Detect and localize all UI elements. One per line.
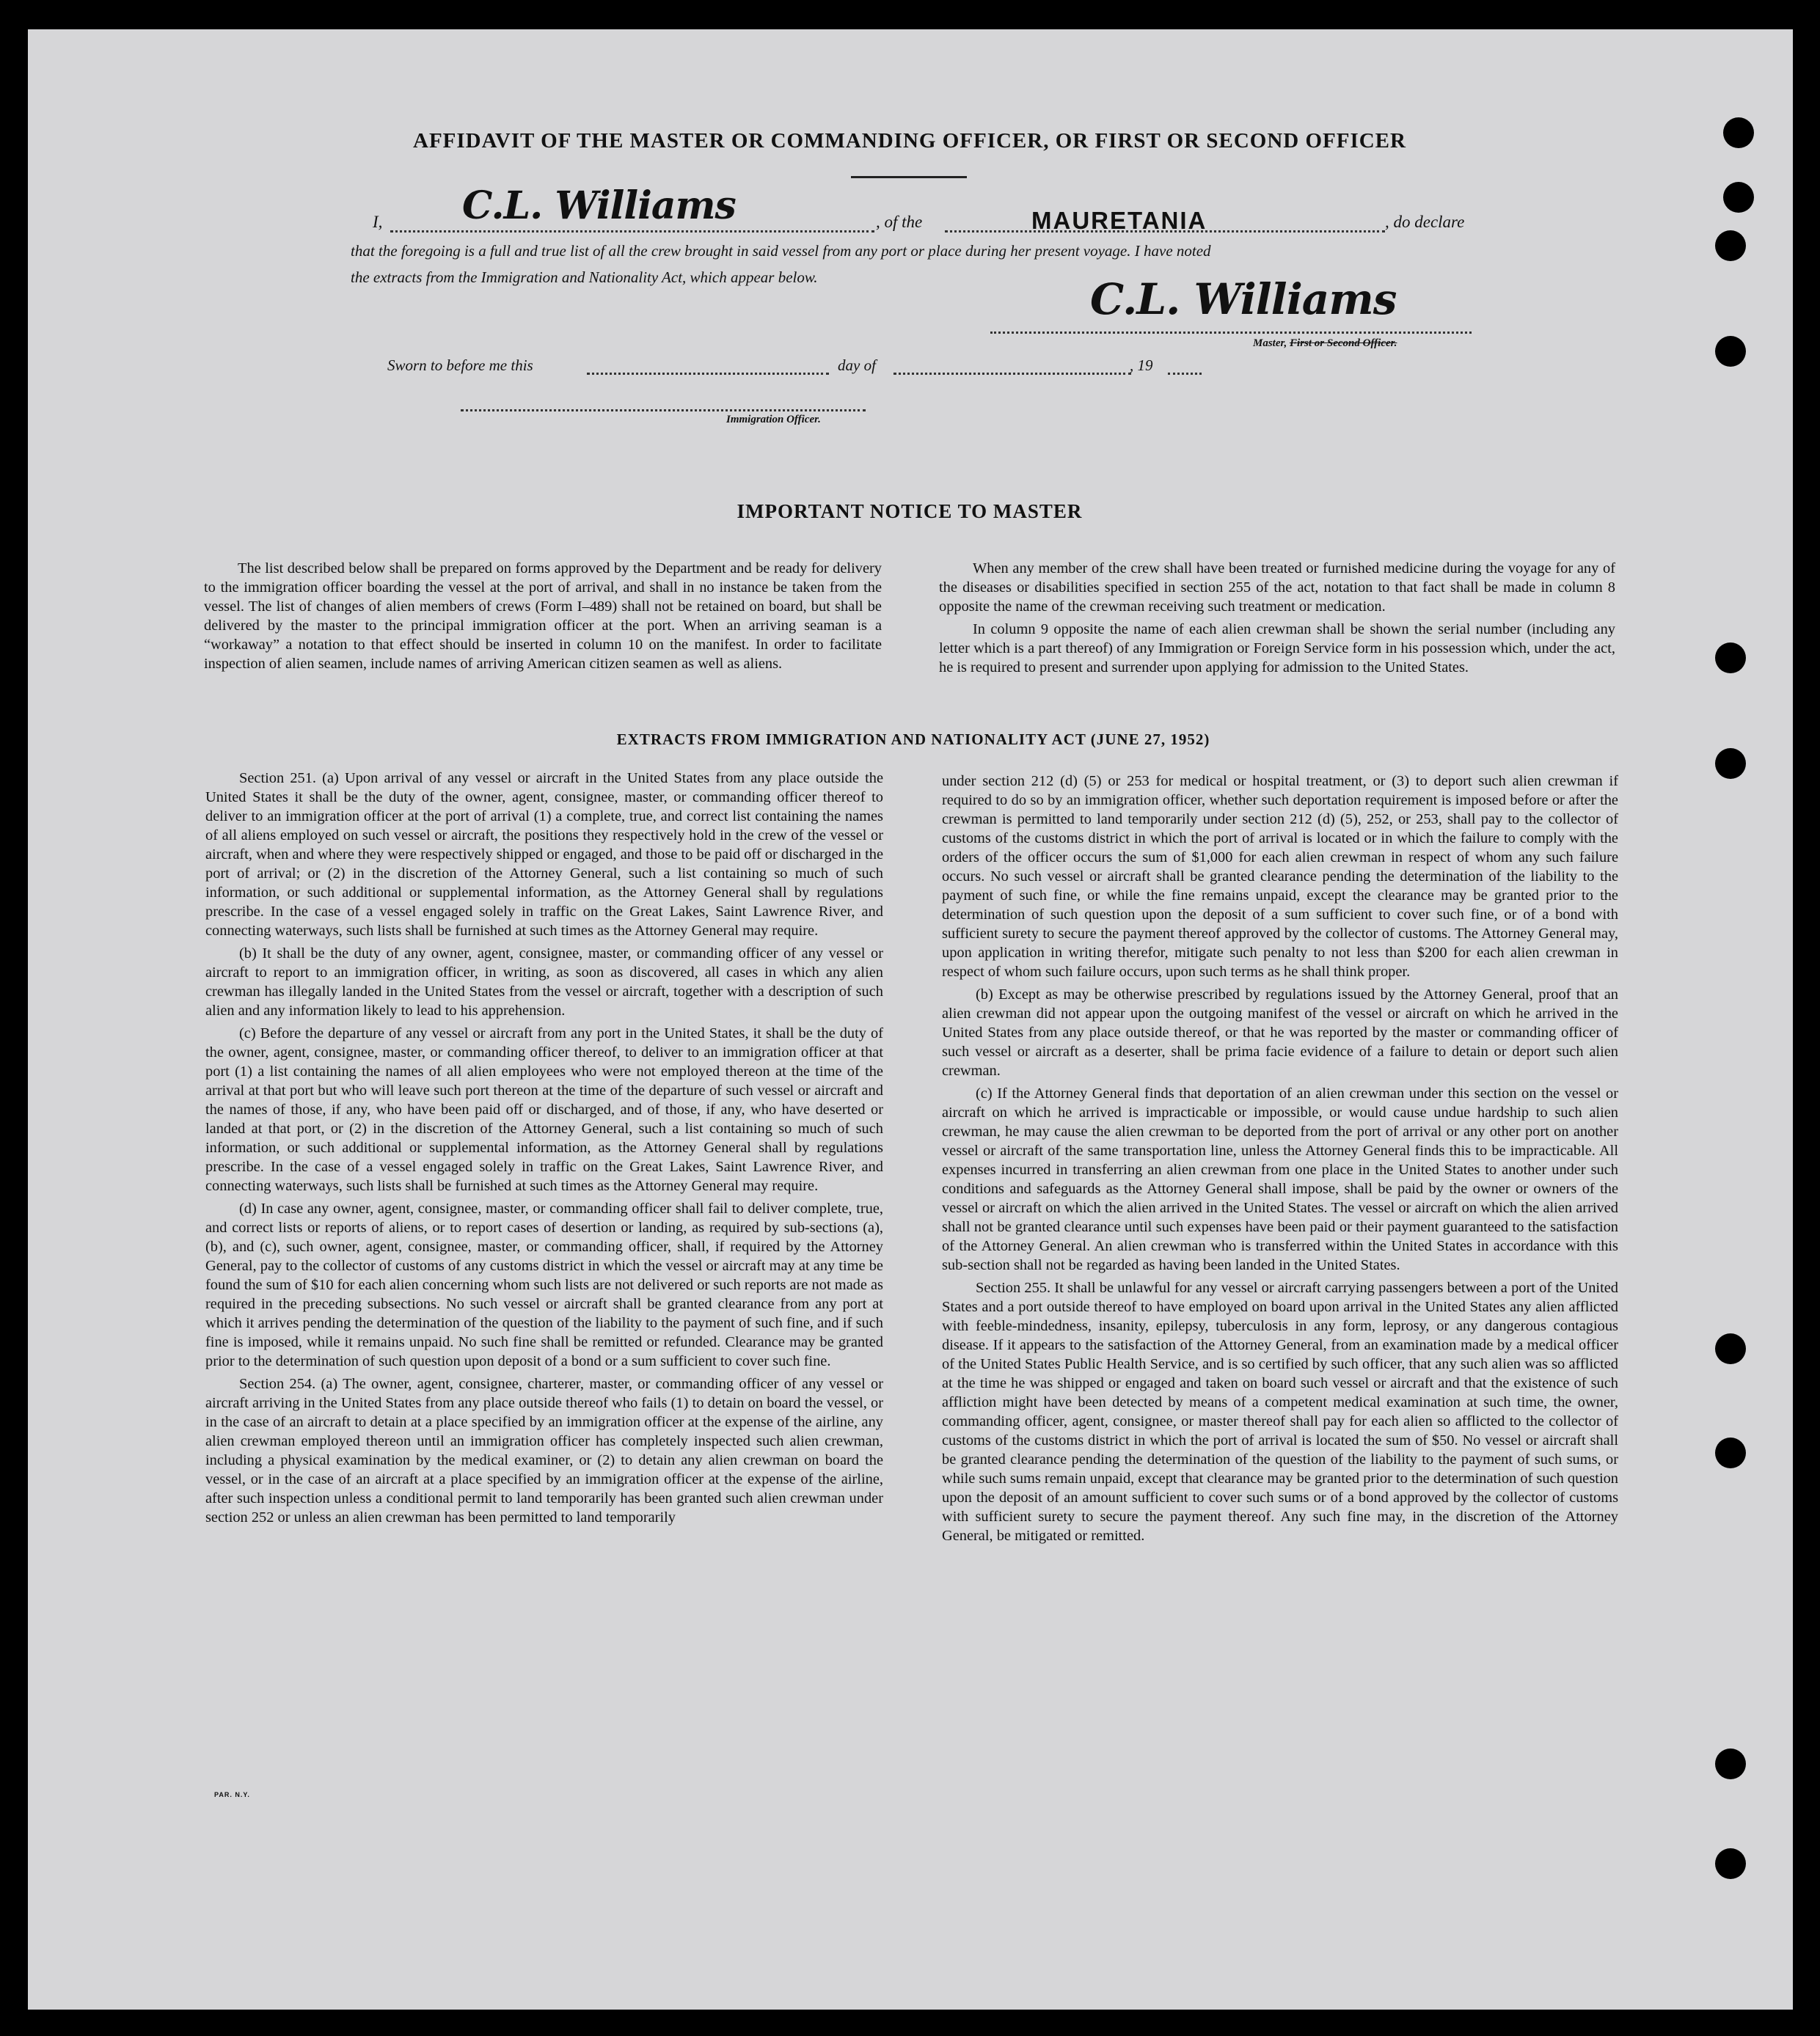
role-master: Master,: [1253, 337, 1287, 349]
affidavit-title: AFFIDAVIT OF THE MASTER OR COMMANDING OFFICER, OR FIRST OR SECOND OFFICER: [413, 129, 1406, 153]
vessel-name: MAURETANIA: [1031, 207, 1207, 234]
signature-line: [990, 332, 1472, 334]
signer-role: [1253, 337, 1397, 350]
binder-hole: [1715, 1748, 1746, 1779]
statute-paragraph: under section 212 (d) (5) or 253 for medical or hospital treatment, or (3) to deport such alien crewman if required to do so by an immigration officer, whether such deportation requirement is imposed before or after the crewman is permitted to land temporarily under section 212 (d) (5), 252, or 253, shall pay to the collector of customs of the customs district in which the port of arrival is located or in which the failure to comply with the orders of the officer occurs the sum of $1,000 for each alien crewman in respect of whom any such failure occurs. No such vessel or aircraft shall be granted clearance pending the determination of the liability to the payment of such fine, or while the fine remains unpaid, except the clearance may be granted prior to the determination of such question upon the deposit of a sum sufficient to cover such fine, or of a bond with sufficient surety to secure the payment thereof approved by the collector of customs. The Attorney General may, upon application in writing therefor, mitigate such penalty to not less than $200 for each alien crewman in respect of whom such failure occurs, upon such terms as he shall think proper.: [942, 773, 1618, 980]
do-declare-label: , do declare: [1385, 213, 1465, 231]
sworn-label: Sworn to before me this: [387, 356, 533, 374]
binder-hole: [1715, 1438, 1746, 1468]
extracts-left-column: [205, 769, 883, 1531]
extracts-right-column: [942, 772, 1618, 1549]
statute-paragraph: (b) It shall be the duty of any owner, agent, consignee, master, or commanding officer of any vessel or aircraft to report to an immigration officer, in writing, as soon as discovered, all cases in which any alien crewman has illegally landed in the United States from the vessel or aircraft, together with a description of such alien and any information likely to lead to his apprehension.: [205, 945, 883, 1019]
notice-paragraph: In column 9 opposite the name of each alien crewman shall be shown the serial number (including any letter which is a part thereof) of any Immigration or Foreign Service form in his possession which, under the act, he is required to present and surrender upon applying for admission to the United States.: [939, 621, 1615, 675]
statute-paragraph: Section 251. (a) Upon arrival of any vessel or aircraft in the United States from any place outside the United States it shall be the duty of the owner, agent, consignee, master, or commanding officer thereof to deliver to an immigration officer at the port of arrival (1) a complete, true, and correct list containing the names of all aliens employed on such vessel or aircraft, the positions they respectively hold in the crew of the vessel or aircraft, when and where they were respectively shipped or engaged, and those to be paid off or discharged in the port of arrival; or (2) in the discretion of the Attorney General, such a list containing so much of such information, or such additional or supplemental information, as the Attorney General shall by regulations prescribe. In the case of a vessel engaged solely in traffic on the Great Lakes, Saint Lawrence River, and connecting waterways, such lists shall be furnished at such times as the Attorney General may require.: [205, 770, 883, 939]
of-the-label: , of the: [876, 213, 923, 231]
sworn-day-line: [587, 373, 829, 375]
statute-paragraph: Section 254. (a) The owner, agent, consignee, charterer, master, or commanding officer of any vessel or aircraft arriving in the United States from any place outside thereof who fails (1) to detain on board the vessel, or in the case of an aircraft to detain at a place specified by an immigration officer at the expense of the airline, any alien crewman employed thereon until an immigration officer has completely inspected such alien crewman, including a physical examination by the medical examiner, or (2) to detain any alien crewman on board the vessel, or in the case of an aircraft at a place specified by an immigration officer at the expense of the airline, after such inspection unless a conditional permit to land temporarily has been granted such alien crewman under section 252 or unless an alien crewman has been permitted to land temporarily: [205, 1376, 883, 1526]
sworn-year-line: [1168, 373, 1202, 375]
printer-mark: PAR. N.Y.: [214, 1791, 250, 1798]
immigration-officer-label: Immigration Officer.: [726, 414, 821, 425]
binder-hole: [1723, 182, 1754, 213]
signer-name-line: [390, 230, 874, 232]
statement-line-2: the extracts from the Immigration and Nationality Act, which appear below.: [351, 268, 818, 286]
extracts-title: EXTRACTS FROM IMMIGRATION AND NATIONALITY ACT (JUNE 27, 1952): [616, 730, 1210, 748]
statute-paragraph: Section 255. It shall be unlawful for any vessel or aircraft carrying passengers between a port of the United States and a port outside thereof to have employed on board upon arrival in the United States any alien afflicted with feeble-mindedness, insanity, epilepsy, tuberculosis in any form, leprosy, or any dangerous contagious disease. If it appears to the satisfaction of the Attorney General, from an examination made by a medical officer of the United States Public Health Service, and is so certified by such officer, that any such alien was so afflicted at the time he was shipped or engaged and taken on board such vessel or aircraft and that the existence of such affliction might have been detected by means of a competent medical examination at such time, the owner, commanding officer, agent, consignee, or master thereof shall pay for each alien so afflicted to the collector of customs of the customs district in which the port of arrival is located the sum of $50. No vessel or aircraft shall be granted clearance pending the determination of the question of the liability to the payment of such sums, or while such sums remain unpaid, except that clearance may be granted prior to the determination of such question upon the deposit of an amount sufficient to cover such sums or of a bond approved by the collector of customs with sufficient surety to secure the payment thereof. Any such fine may, in the discretion of the Attorney General, be mitigated or remitted.: [942, 1280, 1618, 1544]
year-prefix: , 19: [1130, 356, 1153, 374]
statute-paragraph: (c) If the Attorney General finds that deportation of an alien crewman under this section on the vessel or aircraft on which he arrived is impracticable or impossible, or would cause undue hardship to such alien crewman, he may cause the alien crewman to be deported from the port of arrival or any other port on another vessel or aircraft of the same transportation line, unless the Attorney General finds this to be impracticable. All expenses incurred in transferring an alien crewman from one place in the United States to another under such conditions and safeguards as the Attorney General shall impose, shall be paid by the owner or owners of the vessel or aircraft on which the alien arrived in the United States. The vessel or aircraft on which the alien arrived shall not be granted clearance until such expenses have been paid or their payment guaranteed to the satisfaction of the Attorney General. An alien crewman who is transferred within the United States in accordance with this sub-section shall not be regarded as having been landed in the United States.: [942, 1085, 1618, 1273]
notice-paragraph: The list described below shall be prepared on forms approved by the Department and be ready for delivery to the immigration officer boarding the vessel at the port of arrival, and shall in no instance be taken from the vessel. The list of changes of alien members of crews (Form I–489) shall not be retained on board, but shall be delivered by the master to the principal immigration officer at the port. When an arriving seaman is a “workaway” a notation to that effect should be inserted in column 10 on the manifest. In order to facilitate inspection of alien seamen, include names of arriving American citizen seamen as well as aliens.: [204, 560, 882, 672]
statute-paragraph: (d) In case any owner, agent, consignee, master, or commanding officer shall fail to deliver complete, true, and correct lists or reports of aliens, or to report cases of desertion or landing, as required by sub-sections (a), (b), and (c), such owner, agent, consignee, master, or commanding officer, shall, if required by the Attorney General, pay to the collector of customs of any customs district in which the vessel or aircraft may at any time be found the sum of $10 for each alien concerning whom such lists are not delivered or such reports are not made as required in the preceding subsections. No such vessel or aircraft shall be granted clearance from any port at which it arrives pending the determination of the question of the liability to the payment of such fine, and if such fine is imposed, while it remains unpaid. No such fine shall be remitted or refunded. Clearance may be granted prior to the determination of such question upon deposit of a bond or a sum sufficient to cover such fine.: [205, 1201, 883, 1369]
notice-title: IMPORTANT NOTICE TO MASTER: [737, 500, 1083, 522]
binder-hole: [1715, 748, 1746, 779]
immigration-officer-line: [461, 409, 866, 411]
binder-hole: [1715, 230, 1746, 261]
sworn-month-line: [893, 373, 1131, 375]
role-struck: First or Second Officer.: [1290, 337, 1397, 349]
notice-right-column: [939, 559, 1615, 681]
binder-hole: [1715, 336, 1746, 367]
statement-line-1: that the foregoing is a full and true list of all the crew brought in said vessel from any port or place during her present voyage. I have noted: [351, 242, 1211, 260]
signer-name: C.L. Williams: [462, 183, 736, 228]
binder-hole: [1715, 1848, 1746, 1879]
notice-left-column: [204, 559, 882, 677]
master-signature: C.L. Williams: [1090, 274, 1397, 324]
binder-hole: [1715, 1333, 1746, 1364]
statute-paragraph: (b) Except as may be otherwise prescribed by regulations issued by the Attorney General, proof that an alien crewman did not appear upon the outgoing manifest of the vessel or aircraft on which he arrived in the United States from any place outside thereof, or that he was reported by the master or commanding officer of such vessel or aircraft as a deserter, shall be prima facie evidence of a failure to detain or deport such alien crewman.: [942, 986, 1618, 1079]
binder-hole: [1723, 117, 1754, 148]
title-rule: [851, 176, 967, 178]
day-of-label: day of: [838, 356, 876, 374]
statute-paragraph: (c) Before the departure of any vessel or aircraft from any port in the United States, it shall be the duty of the owner, agent, consignee, master, or commanding officer thereof, to deliver to an immigration officer at that port (1) a list containing the names of all alien employees who were not employed thereon at the time of the arrival at that port but who will leave such port thereon at the time of the departure of such vessel or aircraft and the names of those, if any, who have been paid off or discharged, and of those, if any, who have deserted or landed at that port, or (2) in the discretion of the Attorney General, such a list containing so much of such information, or such additional or supplemental information, as the Attorney General shall by regulations prescribe. In the case of a vessel engaged solely in traffic on the Great Lakes, Saint Lawrence River, and connecting waterways, such lists shall be furnished at such times as the Attorney General may require.: [205, 1025, 883, 1194]
notice-paragraph: When any member of the crew shall have been treated or furnished medicine during the voyage for any of the diseases or disabilities specified in section 255 of the act, notation to that fact shall be made in column 8 opposite the name of the crewman receiving such treatment or medication.: [939, 560, 1615, 615]
i-label: I,: [373, 213, 383, 231]
binder-hole: [1715, 642, 1746, 673]
